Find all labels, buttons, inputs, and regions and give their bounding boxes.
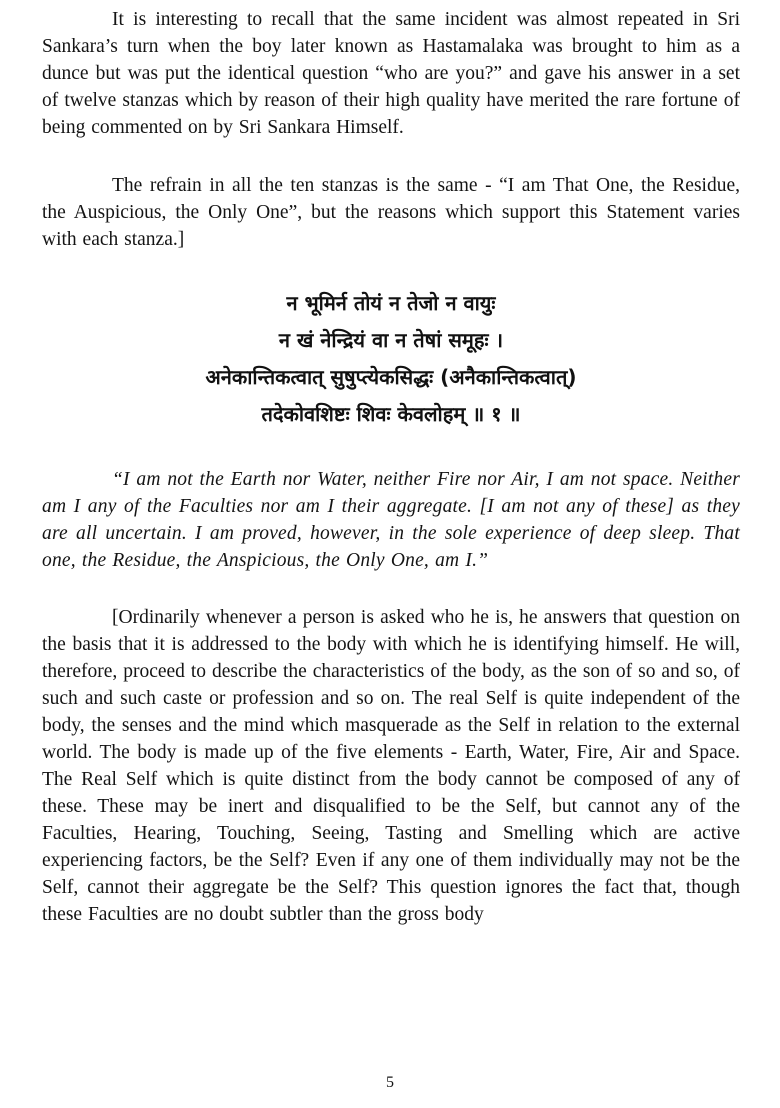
paragraph-intro: It is interesting to recall that the same incident was almost repeated in Sri Sankara’s turn when the boy later known as Hastamalaka was brought to him as a dunce but was put the identical question “who are you?” and gave his answer in a set of twelve stanzas which by reason of their high quality have merited the rare fortune of being commented on by Sri Sankara Himself. bbox=[42, 9, 740, 138]
paragraph-translation: “I am not the Earth nor Water, neither Fire nor Air, I am not space. Neither am I any of the Faculties nor am I their aggregate. [I am not any of these] as they are all uncertain. I am proved, however, in the sole experience of deep sleep. That one, the Residue, the Anspicious, the Only One, am I.” bbox=[42, 469, 740, 571]
verse-line-1: न भूमिर्न तोयं न तेजो न वायुः bbox=[286, 291, 496, 315]
sanskrit-verse bbox=[42, 285, 740, 433]
verse-line-2: न खं नेन्द्रियं वा न तेषां समूहः । bbox=[278, 328, 504, 352]
paragraph-commentary: [Ordinarily whenever a person is asked who he is, he answers that question on the basis that it is addressed to the body with which he is identifying himself. He will, therefore, proceed to describe the characteristics of the body, as the son of so and so, of such and such caste or profession and so on. The real Self is quite independent of the body, the senses and the mind which masquerade as the Self in relation to the external world. The body is made up of the five elements - Earth, Water, Fire, Air and Space. The Real Self which is quite distinct from the body cannot be composed of any of these. These may be inert and disqualified to be the Self, but cannot any of the Faculties, Hearing, Touching, Seeing, Tasting and Smelling which are active experiencing factors, be the Self? Even if any one of them individually may not be the Self, cannot their aggregate be the Self? This question ignores the fact that, though these Faculties are no doubt subtler than the gross body bbox=[42, 607, 740, 925]
verse-line-3: अनेकान्तिकत्वात् सुषुप्त्येकसिद्धः (अनैकान्तिकत्वात्) bbox=[205, 365, 577, 389]
verse-line-4: तदेकोवशिष्टः शिवः केवलोहम् ॥ १ ॥ bbox=[261, 402, 521, 426]
paragraph-refrain: The refrain in all the ten stanzas is the same - “I am That One, the Residue, the Auspicious, the Only One”, but the reasons which support this Statement varies with each stanza.] bbox=[42, 175, 740, 250]
page-number: 5 bbox=[386, 1074, 394, 1091]
